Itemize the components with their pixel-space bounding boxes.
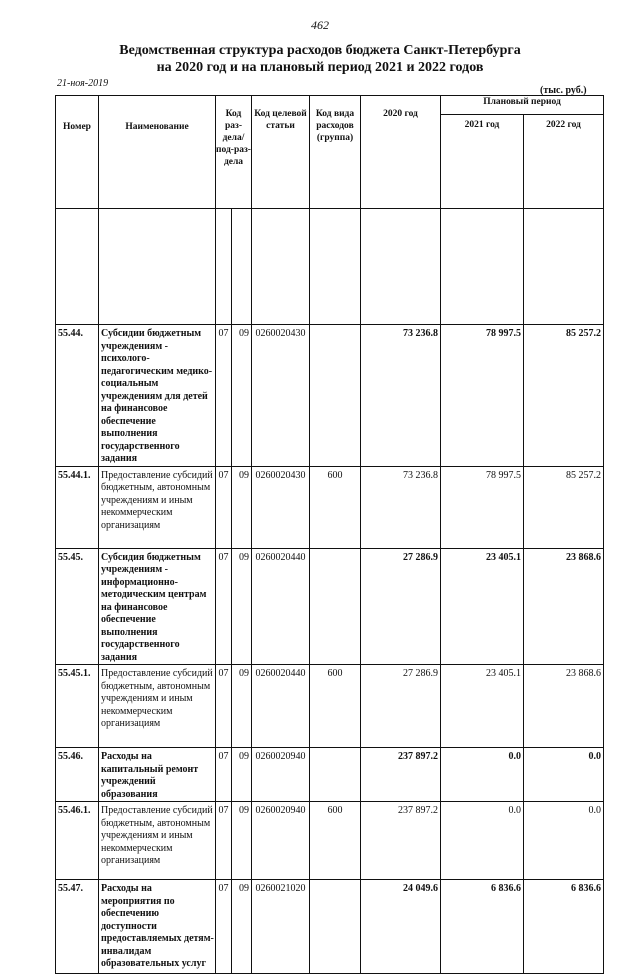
row-2020: 73 236.8 bbox=[361, 325, 441, 467]
table-row bbox=[56, 325, 604, 467]
row-2020: 27 286.9 bbox=[361, 665, 441, 748]
row-2022: 23 868.6 bbox=[524, 665, 604, 748]
header-2020: 2020 год bbox=[361, 96, 441, 209]
row-number: 55.45.1. bbox=[56, 665, 99, 748]
row-section: 07 bbox=[216, 466, 232, 548]
row-section: 07 bbox=[216, 548, 232, 665]
header-section: Код раз-дела/под-раз-дела bbox=[216, 96, 252, 209]
row-subsection: 09 bbox=[232, 325, 252, 467]
row-section: 07 bbox=[216, 802, 232, 880]
row-2021: 6 836.6 bbox=[441, 880, 524, 974]
row-section: 07 bbox=[216, 880, 232, 974]
row-2022: 6 836.6 bbox=[524, 880, 604, 974]
row-2021: 23 405.1 bbox=[441, 548, 524, 665]
row-name: Предоставление субсидий бюджетным, автономным учреждениям и иным некоммерческим организациям bbox=[99, 665, 216, 748]
row-2022: 23 868.6 bbox=[524, 548, 604, 665]
row-expense-type bbox=[310, 325, 361, 467]
row-name: Субсидия бюджетным учреждениям - информационно-методическим центрам на финансовое обеспечение выполнения государственного задания bbox=[99, 548, 216, 665]
row-target: 0260020430 bbox=[252, 466, 310, 548]
spacer-row bbox=[56, 209, 604, 325]
row-2021: 23 405.1 bbox=[441, 665, 524, 748]
table-row bbox=[56, 548, 604, 665]
row-target: 0260020440 bbox=[252, 548, 310, 665]
units-label: (тыс. руб.) bbox=[540, 85, 587, 96]
row-expense-type bbox=[310, 548, 361, 665]
row-name: Расходы на капитальный ремонт учреждений образования bbox=[99, 748, 216, 802]
row-2021: 0.0 bbox=[441, 748, 524, 802]
header-planned: Плановый период bbox=[441, 96, 604, 115]
row-name: Расходы на мероприятия по обеспечению доступности предоставляемых детям-инвалидам образовательных услуг bbox=[99, 880, 216, 974]
row-subsection: 09 bbox=[232, 466, 252, 548]
row-target: 0260020440 bbox=[252, 665, 310, 748]
row-subsection: 09 bbox=[232, 665, 252, 748]
row-2020: 24 049.6 bbox=[361, 880, 441, 974]
row-subsection: 09 bbox=[232, 748, 252, 802]
row-2020: 73 236.8 bbox=[361, 466, 441, 548]
row-name: Предоставление субсидий бюджетным, автономным учреждениям и иным некоммерческим организациям bbox=[99, 802, 216, 880]
row-2022: 0.0 bbox=[524, 748, 604, 802]
page-number: 462 bbox=[311, 18, 329, 32]
header-name: Наименование bbox=[99, 96, 216, 209]
header-row bbox=[56, 96, 604, 115]
header-number: Номер bbox=[56, 96, 99, 209]
title-line-2: на 2020 год и на плановый период 2021 и 2022 годов bbox=[156, 60, 484, 75]
page-title bbox=[0, 42, 640, 76]
table-row bbox=[56, 748, 604, 802]
row-subsection: 09 bbox=[232, 802, 252, 880]
row-2022: 85 257.2 bbox=[524, 466, 604, 548]
document-date: 21-ноя-2019 bbox=[57, 78, 109, 89]
row-name: Предоставление субсидий бюджетным, автономным учреждениям и иным некоммерческим организациям bbox=[99, 466, 216, 548]
row-target: 0260020940 bbox=[252, 802, 310, 880]
row-2020: 237 897.2 bbox=[361, 802, 441, 880]
table-row bbox=[56, 665, 604, 748]
row-2020: 237 897.2 bbox=[361, 748, 441, 802]
header-2022: 2022 год bbox=[524, 115, 604, 209]
row-2022: 85 257.2 bbox=[524, 325, 604, 467]
row-target: 0260020430 bbox=[252, 325, 310, 467]
row-subsection: 09 bbox=[232, 880, 252, 974]
header-expense-type: Код вида расходов (группа) bbox=[310, 96, 361, 209]
header-target: Код целевой статьи bbox=[252, 96, 310, 209]
row-expense-type: 600 bbox=[310, 466, 361, 548]
row-expense-type bbox=[310, 748, 361, 802]
row-section: 07 bbox=[216, 325, 232, 467]
row-number: 55.46.1. bbox=[56, 802, 99, 880]
row-2021: 78 997.5 bbox=[441, 466, 524, 548]
table-row bbox=[56, 802, 604, 880]
row-2021: 78 997.5 bbox=[441, 325, 524, 467]
title-line-1: Ведомственная структура расходов бюджета Санкт-Петербурга bbox=[119, 43, 521, 58]
row-expense-type: 600 bbox=[310, 665, 361, 748]
row-name: Субсидии бюджетным учреждениям - психолого-педагогическим медико-социальным учреждениям для детей на финансовое обеспечение выполнения государственного задания bbox=[99, 325, 216, 467]
row-section: 07 bbox=[216, 665, 232, 748]
row-subsection: 09 bbox=[232, 548, 252, 665]
row-target: 0260020940 bbox=[252, 748, 310, 802]
row-expense-type bbox=[310, 880, 361, 974]
row-expense-type: 600 bbox=[310, 802, 361, 880]
row-number: 55.44. bbox=[56, 325, 99, 467]
row-target: 0260021020 bbox=[252, 880, 310, 974]
row-number: 55.45. bbox=[56, 548, 99, 665]
row-number: 55.47. bbox=[56, 880, 99, 974]
table-row bbox=[56, 880, 604, 974]
row-number: 55.44.1. bbox=[56, 466, 99, 548]
row-section: 07 bbox=[216, 748, 232, 802]
row-2021: 0.0 bbox=[441, 802, 524, 880]
header-2021: 2021 год bbox=[441, 115, 524, 209]
table-row bbox=[56, 466, 604, 548]
row-number: 55.46. bbox=[56, 748, 99, 802]
row-2020: 27 286.9 bbox=[361, 548, 441, 665]
row-2022: 0.0 bbox=[524, 802, 604, 880]
budget-table bbox=[55, 95, 604, 974]
